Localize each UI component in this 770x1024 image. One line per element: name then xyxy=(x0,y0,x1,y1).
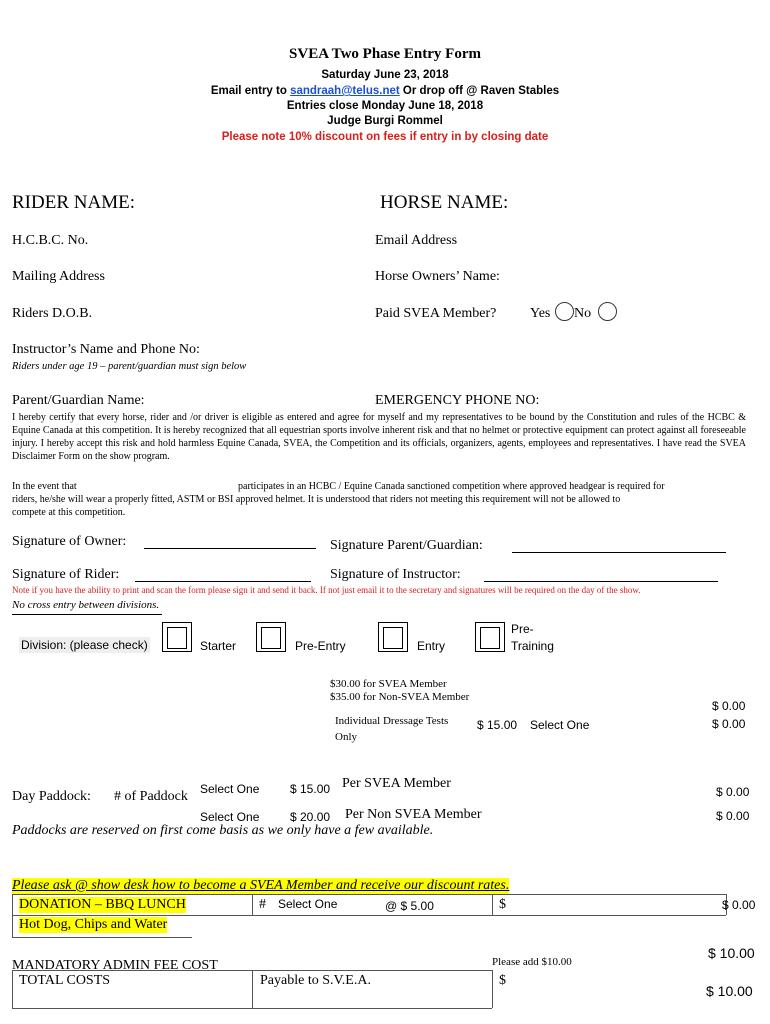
donation-dollar: $ xyxy=(499,897,506,912)
certify-paragraph: I hereby certify that every horse, rider and /or driver is eligible as entered and agree for myself and my representatives to be bound by the Constitution and rules of the HCBC & Equine Canada at this competition. It is hereby recognized that all equestrian sports involve inherent risk and that no helmet or protective equipment can protect against all foreseeable injury. I hereby accept this risk and hold harmless Equine Canada, SVEA, the Competition and its officials, organizers, agents, employees and representatives. I have read the SVEA Disclaimer Form on the show program. xyxy=(12,412,746,462)
tests-price: $ 15.00 xyxy=(477,718,518,732)
starter-checkbox[interactable] xyxy=(162,622,192,652)
event-line2: riders, he/she will wear a properly fitted, ASTM or BSI approved helmet. It is understood that riders not meeting this requirement will not be allowed to xyxy=(12,494,621,505)
starter-label: Starter xyxy=(200,639,237,653)
hcbc-label: H.C.B.C. No. xyxy=(12,233,89,248)
pre-training-label-1: Pre- xyxy=(511,622,534,636)
donation-mid-border xyxy=(12,915,726,916)
email-line xyxy=(0,85,770,97)
donation-total: $ 0.00 xyxy=(722,898,756,912)
donation-label: DONATION – BBQ LUNCH xyxy=(19,897,186,912)
event-line3: compete at this competition. xyxy=(12,507,126,518)
event-start: In the event that xyxy=(12,481,77,492)
horse-name-label: HORSE NAME: xyxy=(380,192,509,213)
total-col-border-1 xyxy=(252,970,253,1008)
donation-col-border-2 xyxy=(492,894,493,915)
total-bottom-border xyxy=(12,1008,492,1009)
paddock-select-2[interactable]: Select One xyxy=(200,810,260,824)
total-costs-label: TOTAL COSTS xyxy=(19,973,111,988)
parent-guardian-label: Parent/Guardian Name: xyxy=(12,393,145,408)
paddock-total-1: $ 0.00 xyxy=(716,785,750,799)
yes-label: Yes xyxy=(530,306,551,321)
paddock-price-1: $ 15.00 xyxy=(290,782,331,796)
under-19-note: Riders under age 19 – parent/guardian must sign below xyxy=(12,361,247,372)
pre-training-checkbox[interactable] xyxy=(475,622,505,652)
tests-select[interactable]: Select One xyxy=(530,718,590,732)
rider-name-label: RIDER NAME: xyxy=(12,192,135,213)
entry-checkbox[interactable] xyxy=(378,622,408,652)
no-cross-entry: No cross entry between divisions. xyxy=(12,599,160,611)
donation-left-border xyxy=(12,894,13,937)
email-address-label: Email Address xyxy=(375,233,458,248)
entry-label: Entry xyxy=(417,639,446,653)
email-link[interactable]: sandraah@telus.net xyxy=(290,85,400,97)
paddock-per-2: Per Non SVEA Member xyxy=(345,807,482,822)
paddock-price-2: $ 20.00 xyxy=(290,810,331,824)
horse-owners-label: Horse Owners’ Name: xyxy=(375,269,500,284)
paid-member-label: Paid SVEA Member? xyxy=(375,306,497,321)
donation-col-border-1 xyxy=(252,894,253,915)
rider-signature-line[interactable] xyxy=(135,581,311,582)
tests-label: Individual Dressage Tests xyxy=(335,715,449,727)
paddock-select-1[interactable]: Select One xyxy=(200,782,260,796)
division-label: Division: (please check) xyxy=(21,638,148,652)
donation-items: Hot Dog, Chips and Water xyxy=(19,917,168,932)
paddock-note: Paddocks are reserved on first come basis as we only have a few available. xyxy=(12,823,434,838)
emergency-phone-label: EMERGENCY PHONE NO: xyxy=(375,393,540,408)
email-prefix: Email entry to xyxy=(210,85,291,97)
non-member-fee: $35.00 for Non-SVEA Member xyxy=(330,691,470,703)
no-label: No xyxy=(574,306,592,321)
total-left-border xyxy=(12,970,13,1008)
mailing-address-label: Mailing Address xyxy=(12,269,105,284)
owner-signature-line[interactable] xyxy=(144,548,316,549)
parent-signature-label: Signature Parent/Guardian: xyxy=(330,538,483,553)
entries-close: Entries close Monday June 18, 2018 xyxy=(286,100,484,112)
donation-bottom-border xyxy=(12,937,192,938)
instructor-signature-line[interactable] xyxy=(484,581,718,582)
form-title: SVEA Two Phase Entry Form xyxy=(289,46,481,62)
fee-total-2: $ 0.00 xyxy=(712,717,746,731)
tests-only: Only xyxy=(335,731,357,743)
rider-signature-label: Signature of Rider: xyxy=(12,567,120,582)
judge-line: Judge Burgi Rommel xyxy=(327,115,443,127)
fee-total-1: $ 0.00 xyxy=(712,699,746,713)
admin-fee-label: MANDATORY ADMIN FEE COST xyxy=(12,958,218,973)
day-paddock-label: Day Paddock: xyxy=(12,789,91,804)
paddock-total-2: $ 0.00 xyxy=(716,809,750,823)
event-date: Saturday June 23, 2018 xyxy=(321,69,449,81)
paddock-per-1: Per SVEA Member xyxy=(342,776,451,791)
admin-fee-amount: $ 10.00 xyxy=(708,945,755,961)
print-note: Note if you have the ability to print and scan the form please sign it and send it back. If not just email it to the secretary and signatures will be required on the day of the show. xyxy=(12,585,641,595)
event-rest: participates in an HCBC / Equine Canada sanctioned competition where approved headgear is required for xyxy=(238,481,665,492)
no-radio[interactable] xyxy=(598,302,617,321)
owner-signature-label: Signature of Owner: xyxy=(12,534,127,549)
donation-select[interactable]: Select One xyxy=(278,897,338,911)
total-amount: $ 10.00 xyxy=(706,983,753,999)
discount-note: Please note 10% discount on fees if entry in by closing date xyxy=(221,131,549,143)
num-paddock-label: # of Paddock xyxy=(114,789,188,804)
donation-hash: # xyxy=(259,897,266,912)
donation-top-border xyxy=(12,894,726,895)
please-add-note: Please add $10.00 xyxy=(492,956,572,968)
payable-to: Payable to S.V.E.A. xyxy=(260,973,371,988)
yes-radio[interactable] xyxy=(555,302,574,321)
svea-member-fee: $30.00 for SVEA Member xyxy=(330,678,447,690)
divider xyxy=(12,614,162,615)
total-dollar: $ xyxy=(499,973,506,988)
instructor-label: Instructor’s Name and Phone No: xyxy=(12,342,200,357)
riders-dob-label: Riders D.O.B. xyxy=(12,306,93,321)
pre-training-label-2: Training xyxy=(511,639,554,653)
total-col-border-2 xyxy=(492,970,493,1008)
email-suffix: Or drop off @ Raven Stables xyxy=(399,85,560,97)
membership-note: Please ask @ show desk how to become a SVEA Member and receive our discount rates. xyxy=(12,878,510,893)
parent-signature-line[interactable] xyxy=(512,552,726,553)
instructor-signature-label: Signature of Instructor: xyxy=(330,567,461,582)
pre-entry-label: Pre-Entry xyxy=(295,639,346,653)
pre-entry-checkbox[interactable] xyxy=(256,622,286,652)
donation-price: @ $ 5.00 xyxy=(385,899,434,913)
